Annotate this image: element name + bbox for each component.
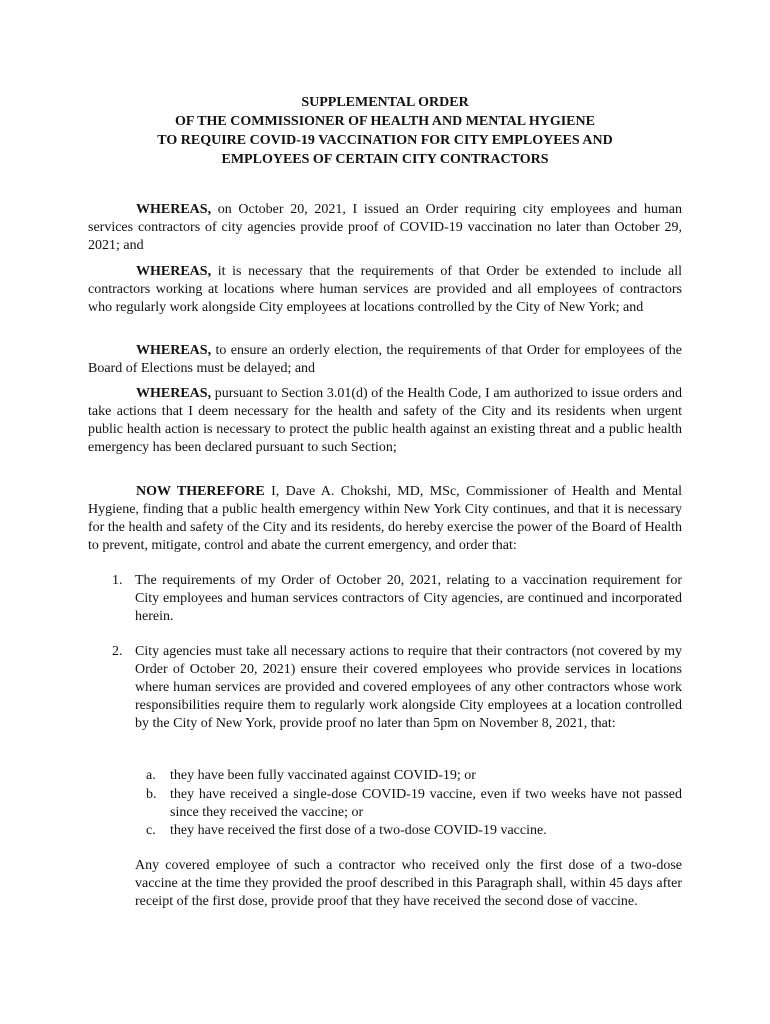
whereas-text: it is necessary that the requirements of that Order be extended to include all contractors working at locations where human services are provided and all employees of contractors who regularly work alongside City employees at locations controlled by the City of New York; and [88, 264, 682, 315]
whereas-lead: WHEREAS, [136, 264, 212, 279]
now-therefore-paragraph [88, 483, 682, 555]
whereas-text: pursuant to Section 3.01(d) of the Health Code, I am authorized to issue orders and take actions that I deem necessary for the health and safety of the City and its residents when urgent public health action is necessary to protect the public health against an existing threat and a public health emergency has been declared pursuant to such Section; [88, 386, 682, 455]
whereas-text: to ensure an orderly election, the requirements of that Order for employees of the Board of Elections must be delayed; and [88, 343, 682, 376]
item-text: The requirements of my Order of October 20, 2021, relating to a vaccination requirement for City employees and human services contractors of City agencies, are continued and incorporated herein. [135, 573, 682, 624]
document-title [88, 93, 682, 169]
sub-item-text: they have received a single-dose COVID-19 vaccine, even if two weeks have not passed since they received the vaccine; or [170, 787, 682, 820]
sub-item-text: they have received the first dose of a two-dose COVID-19 vaccine. [170, 823, 547, 838]
whereas-paragraph-4 [88, 385, 682, 457]
item-text: City agencies must take all necessary actions to require that their contractors (not covered by my Order of October 20, 2021) ensure their covered employees who provide services in locations where human services are provided and covered employees of any other contractors whose work responsibilities require them to regularly work alongside City employees at a location controlled by the City of New York, provide proof no later than 5pm on November 8, 2021, that: [135, 644, 682, 731]
sub-item-letter: c. [146, 823, 156, 838]
sub-item-c [146, 822, 682, 840]
numbered-item-2 [112, 643, 682, 733]
whereas-paragraph-1 [88, 201, 682, 255]
title-line-3: TO REQUIRE COVID-19 VACCINATION FOR CITY EMPLOYEES AND [157, 133, 613, 148]
closing-note-paragraph: Any covered employee of such a contractor who received only the first dose of a two-dose vaccine at the time they provided the proof described in this Paragraph shall, within 45 days after receipt of the first dose, provide proof that they have received the second dose of vaccine. [135, 858, 682, 909]
whereas-paragraph-2 [88, 263, 682, 317]
item-number: 2. [112, 644, 123, 659]
now-therefore-lead: NOW THEREFORE [136, 484, 265, 499]
whereas-lead: WHEREAS, [136, 202, 212, 217]
whereas-text: on October 20, 2021, I issued an Order requiring city employees and human services contractors of city agencies provide proof of COVID-19 vaccination no later than October 29, 2021; and [88, 202, 682, 253]
whereas-paragraph-3 [88, 342, 682, 378]
title-line-1: SUPPLEMENTAL ORDER [301, 95, 469, 110]
now-therefore-text: I, Dave A. Chokshi, MD, MSc, Commissioner of Health and Mental Hygiene, finding that a public health emergency within New York City continues, and that it is necessary for the health and safety of the City and its residents, do hereby exercise the power of the Board of Health to prevent, mitigate, control and abate the current emergency, and order that: [88, 484, 682, 553]
item-number: 1. [112, 573, 123, 588]
sub-item-letter: b. [146, 787, 157, 802]
whereas-lead: WHEREAS, [136, 343, 212, 358]
numbered-item-1 [112, 572, 682, 626]
whereas-lead: WHEREAS, [136, 386, 212, 401]
title-line-4: EMPLOYEES OF CERTAIN CITY CONTRACTORS [221, 152, 549, 167]
sub-item-text: they have been fully vaccinated against COVID-19; or [170, 768, 476, 783]
sub-item-b [146, 786, 682, 822]
sub-item-letter: a. [146, 768, 156, 783]
title-line-2: OF THE COMMISSIONER OF HEALTH AND MENTAL HYGIENE [175, 114, 595, 129]
sub-item-a [146, 767, 682, 785]
